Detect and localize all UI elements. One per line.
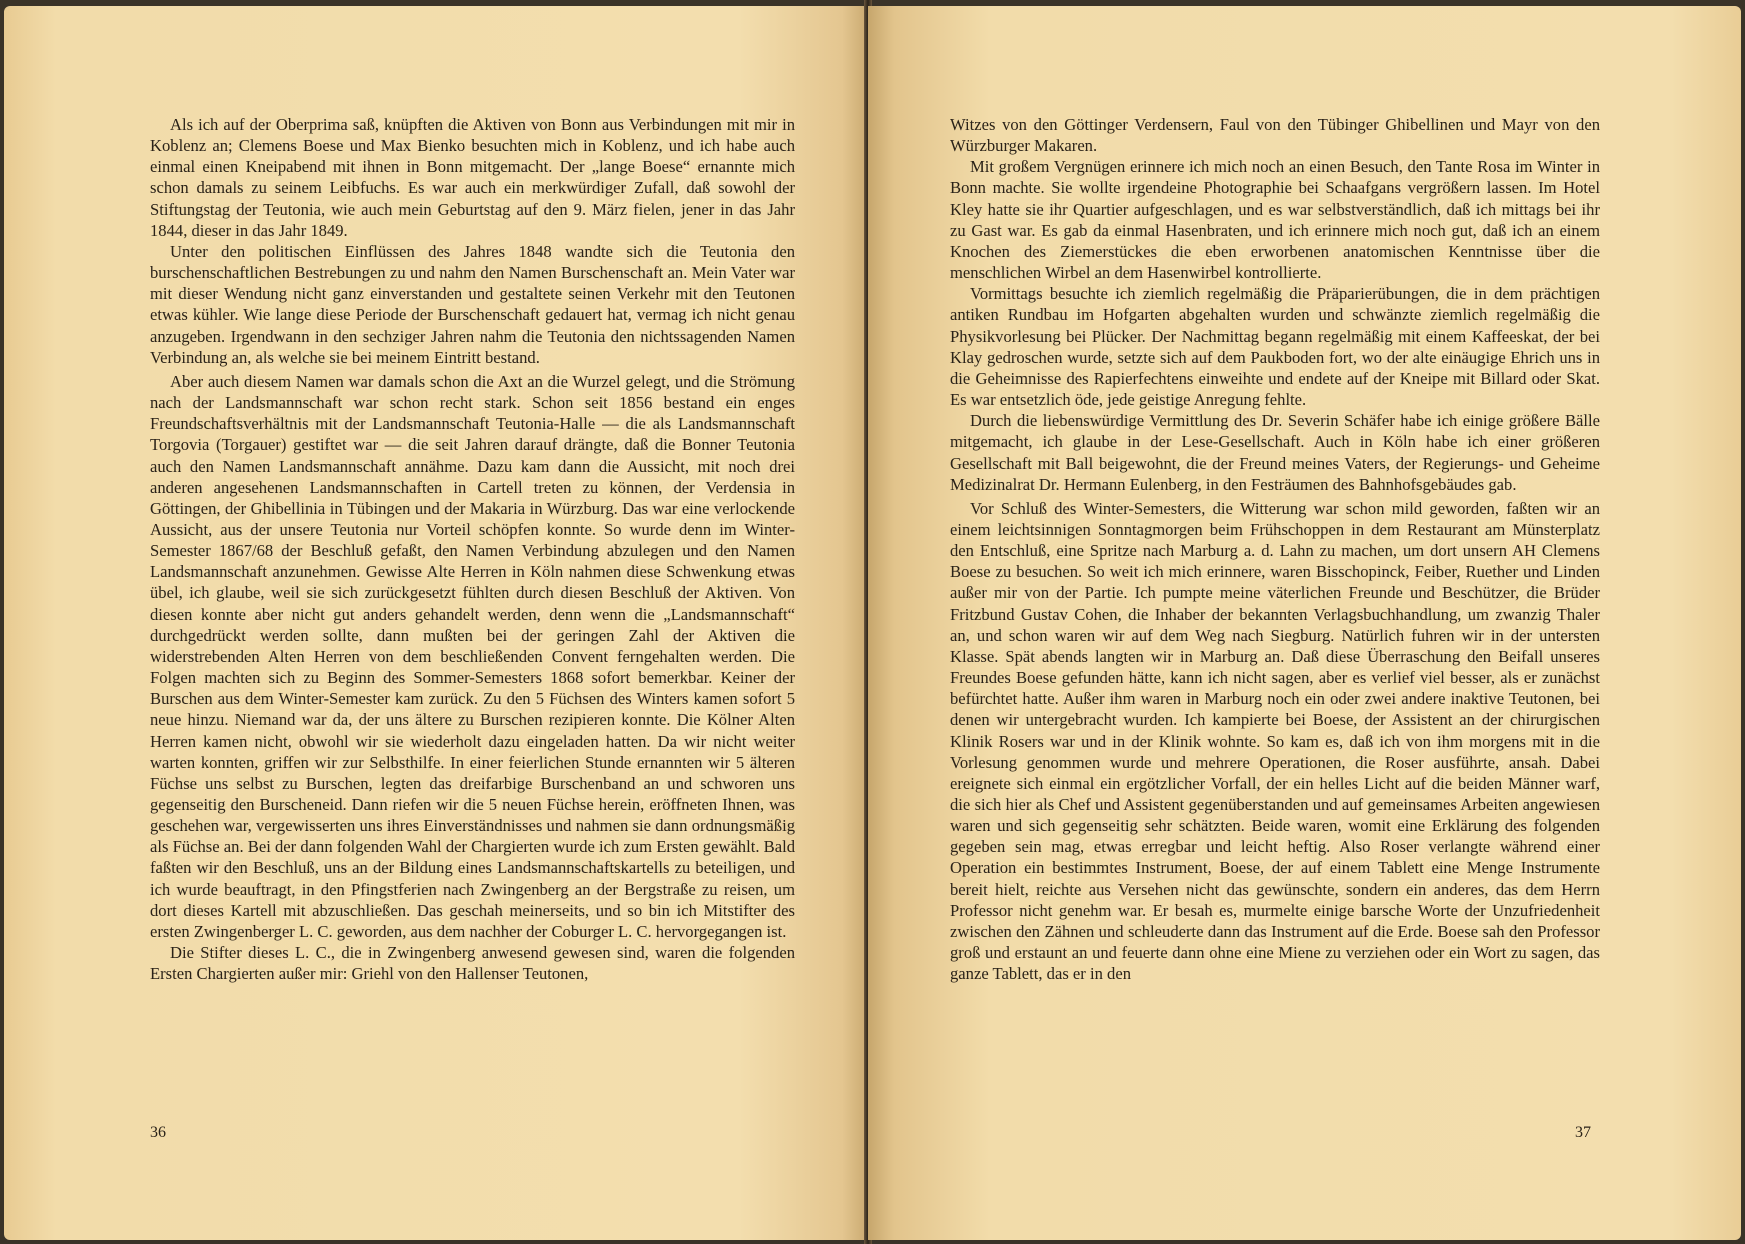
left-page: [4, 6, 868, 1240]
paragraph: Vor Schluß des Winter-Semesters, die Witterung war schon mild geworden, faßten wir an einem leichtsinnigen Sonntagmorgen beim Frühschoppen in dem Restaurant am Münsterplatz den Entschluß, eine Spritze nach Marburg a. d. Lahn zu machen, um dort unsern AH Clemens Boese zu besuchen. So weit ich mich erinnere, waren Bisschopinck, Feiber, Ruether und Linden außer mir von der Partie. Ich pumpte meine väterlichen Freunde und Beschützer, die Brüder Fritzbund Gustav Cohen, die Inhaber der bekannten Verlagsbuchhandlung, um zwanzig Thaler an, und schon waren wir auf dem Weg nach Siegburg. Natürlich fuhren wir in der untersten Klasse. Spät abends langten wir in Marburg an. Daß diese Überraschung den Beifall unseres Freundes Boese gefunden hätte, kann ich nicht sagen, aber es verlief viel besser, als er zunächst befürchtet hatte. Außer ihm waren in Marburg noch ein oder zwei andere inaktive Teutonen, bei denen wir untergebracht wurden. Ich kampierte bei Boese, der Assistent an der chirurgischen Klinik Rosers war und in der Klinik wohnte. So kam es, daß ich von ihm morgens mit in die Vorlesung genommen wurde und mehrere Operationen, die Roser ausführte, ansah. Dabei ereignete sich einmal ein ergötzlicher Vorfall, der ein helles Licht auf die beiden Männer warf, die sich hier als Chef und Assistent gegenüberstanden und auf gemeinsames Arbeiten angewiesen waren und sich gegenseitig sehr schätzten. Beide waren, womit eine Erklärung des folgenden gegeben sein mag, etwas erregbar und leicht heftig. Also Roser verlangte während einer Operation ein bestimmtes Instrument, Boese, der auf einem Tablett eine Menge Instrumente bereit hielt, reichte aus Versehen nicht das gewünschte, sondern ein anderes, das dem Herrn Professor nicht genehm war. Er besah es, murmelte einige barsche Worte der Unzufriedenheit zwischen den Zähnen und schleuderte dann das Instrument auf die Erde. Boese sah den Professor groß und erstaunt an und feuerte dann ohne eine Miene zu verziehen oder ein Wort zu sagen, das ganze Tablett, das er in den: [950, 498, 1600, 984]
paragraph: Vormittags besuchte ich ziemlich regelmäßig die Präparierübungen, die in dem prächtigen antiken Rundbau im Hofgarten abgehalten wurden und schwänzte ziemlich regelmäßig die Physikvorlesung bei Plücker. Der Nachmittag begann regelmäßig mit einem Kaffeeskat, der bei Klay gedroschen wurde, setzte sich auf dem Paukboden fort, wo der alte einäugige Ehrich uns in die Geheimnisse des Rapierfechtens einweihte und endete auf der Kneipe mit Billard oder Skat. Es war entsetzlich öde, jede geistige Anregung fehlte.: [950, 284, 1600, 410]
paragraph: Witzes von den Göttinger Verdensern, Faul von den Tübinger Ghibellinen und Mayr von den Würzburger Makaren.: [950, 115, 1600, 156]
page-number: 36: [150, 1124, 166, 1141]
paragraph: Unter den politischen Einflüssen des Jahres 1848 wandte sich die Teutonia den burschenschaftlichen Bestrebungen zu und nahm den Namen Burschenschaft an. Mein Vater war mit dieser Wendung nicht ganz einverstanden und gestaltete seinen Verkehr mit den Teutonen etwas kühler. Wie lange diese Periode der Burschenschaft gedauert hat, vermag ich nicht genau anzugeben. Irgendwann in den sechziger Jahren nahm die Teutonia den nichtssagenden Namen Verbindung an, als welche sie bei meinem Eintritt bestand.: [150, 241, 795, 367]
paragraph: Als ich auf der Oberprima saß, knüpften die Aktiven von Bonn aus Verbindungen mit mir in Koblenz an; Clemens Boese und Max Bienko besuchten mich in Koblenz, und ich habe auch einmal einen Kneipabend mit ihnen in Bonn mitgemacht. Der „lange Boese“ ernannte mich schon damals zu seinem Leibfuchs. Es war auch ein merkwürdiger Zufall, daß sowohl der Stiftungstag der Teutonia, wie auch mein Geburtstag auf den 9. März fielen, jener in das Jahr 1844, dieser in das Jahr 1849.: [150, 115, 795, 240]
right-page-text: [950, 114, 1600, 984]
right-page: [868, 6, 1741, 1240]
left-page-text: [150, 114, 795, 984]
paragraph: Aber auch diesem Namen war damals schon die Axt an die Wurzel gelegt, und die Strömung nach der Landsmannschaft war schon recht stark. Schon seit 1856 bestand ein enges Freundschaftsverhältnis mit der Landsmannschaft Teutonia-Halle — die als Landsmannschaft Torgovia (Torgauer) gestiftet war — die seit Jahren darauf drängte, daß die Bonner Teutonia auch den Namen Landsmannschaft annähme. Dazu kam dann die Aussicht, mit noch drei anderen angesehenen Landsmannschaften in Cartell treten zu können, der Verdensia in Göttingen, der Ghibellinia in Tübingen und der Makaria in Würzburg. Das war eine verlockende Aussicht, aus der unsere Teutonia nur Vorteil schöpfen konnte. So wurde denn im Winter-Semester 1867/68 der Beschluß gefaßt, den Namen Verbindung abzulegen und den Namen Landsmannschaft anzunehmen. Gewisse Alte Herren in Köln nahmen diese Schwenkung etwas übel, ich glaube, weil sie sich zurückgesetzt fühlten durch diesen Beschluß der Aktiven. Von diesen konnte aber nicht gut anders gehandelt werden, denn wenn die „Landsmannschaft“ durchgedrückt werden sollte, dann mußten bei der geringen Zahl der Aktiven die widerstrebenden Alten Herren von dem beschließenden Convent ferngehalten werden. Die Folgen machten sich zu Beginn des Sommer-Semesters 1868 sofort bemerkbar. Keiner der Burschen aus dem Winter-Semester kam zurück. Zu den 5 Füchsen des Winters kamen sofort 5 neue hinzu. Niemand war da, der uns ältere zu Burschen rezipieren konnte. Die Kölner Alten Herren kamen nicht, obwohl wir sie wiederholt dazu eingeladen hatten. Da wir nicht weiter warten konnten, griffen wir zur Selbsthilfe. In einer feierlichen Stunde ernannten wir 5 älteren Füchse uns selbst zu Burschen, legten das dreifarbige Burschenband an und schworen uns gegenseitig den Burscheneid. Dann riefen wir die 5 neuen Füchse herein, eröffneten Ihnen, was geschehen war, vergewisserten uns ihres Einverständnisses und nahmen sie dann ordnungsmäßig als Füchse an. Bei der dann folgenden Wahl der Chargierten wurde ich zum Ersten gewählt. Bald faßten wir den Beschluß, uns an der Bildung eines Landsmannschaftskartells zu beteiligen, und ich wurde beauftragt, in den Pfingstferien nach Zwingenberg an der Bergstraße zu reisen, um dort dieses Kartell mit abzuschließen. Das geschah meinerseits, und so bin ich Mitstifter des ersten Zwingenberger L. C. geworden, aus dem nachher der Coburger L. C. hervorgegangen ist.: [150, 371, 795, 941]
paragraph: Die Stifter dieses L. C., die in Zwingenberg anwesend gewesen sind, waren die folgenden Ersten Chargierten außer mir: Griehl von den Hallenser Teutonen,: [150, 943, 795, 984]
paragraph: Mit großem Vergnügen erinnere ich mich noch an einen Besuch, den Tante Rosa im Winter in Bonn machte. Sie wollte irgendeine Photographie bei Schaafgans vergrößern lassen. Im Hotel Kley hatte sie ihr Quartier aufgeschlagen, und es war selbstverständlich, daß ich mittags bei ihr zu Gast war. Es gab da einmal Hasenbraten, und ich erinnere mich noch gut, daß ich an einem Knochen des Ziemerstückes die eben erworbenen anatomischen Kenntnisse über die menschlichen Wirbel an dem Hasenwirbel kontrollierte.: [950, 157, 1600, 283]
page-number: 37: [1575, 1124, 1591, 1141]
paragraph: Durch die liebenswürdige Vermittlung des Dr. Severin Schäfer habe ich einige größere Bälle mitgemacht, ich glaube in der Lese-Gesellschaft. Auch in Köln habe ich einer größeren Gesellschaft mit Ball beigewohnt, die der Freund meines Vaters, der Regierungs- und Geheime Medizinalrat Dr. Hermann Eulenberg, in den Festräumen des Bahnhofsgebäudes gab.: [950, 411, 1600, 494]
